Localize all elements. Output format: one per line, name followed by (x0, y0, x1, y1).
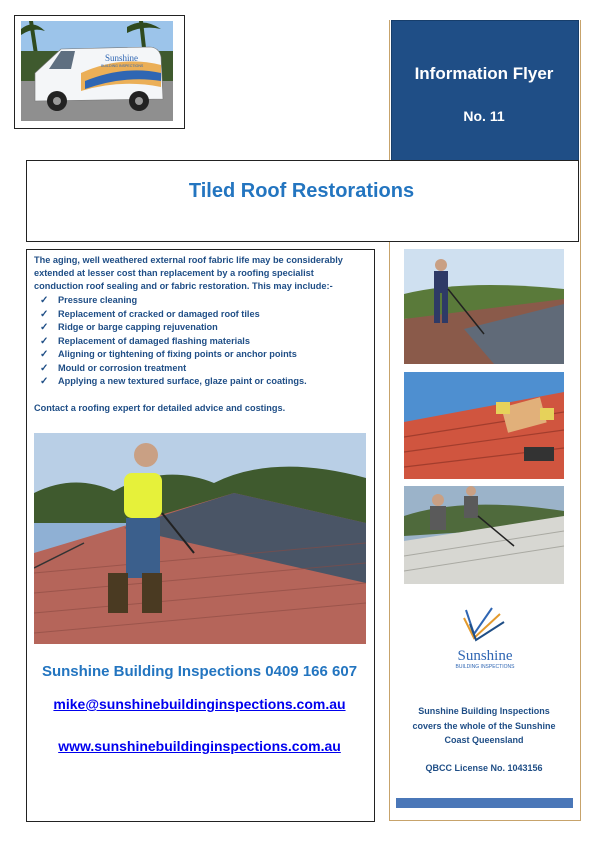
checkmark-icon: ✓ (40, 362, 49, 374)
van-photo (21, 21, 173, 121)
roof-coating-photo (404, 486, 564, 584)
page-title: Tiled Roof Restorations (188, 180, 415, 202)
pressure-cleaning-photo (404, 249, 564, 364)
service-list (40, 294, 365, 389)
coverage-line: covers the whole of the Sunshine (412, 720, 556, 731)
list-item: ✓ Mould or corrosion treatment (40, 362, 187, 374)
list-item: ✓ Aligning or tightening of fixing points or anchor points (40, 349, 297, 360)
roof-worker-photo (34, 433, 366, 644)
website-link[interactable]: www.sunshinebuildinginspections.com.au (58, 738, 341, 754)
company-phone-line: Sunshine Building Inspections 0409 166 607 (41, 663, 358, 680)
list-item: ✓ Ridge or barge capping rejuvenation (40, 322, 218, 333)
coverage-line: Coast Queensland (444, 735, 524, 745)
list-item: ✓ Replacement of cracked or damaged roof tiles (40, 308, 260, 320)
checkmark-icon: ✓ (40, 322, 49, 333)
checkmark-icon: ✓ (40, 335, 49, 347)
list-item: ✓ Replacement of damaged flashing materials (40, 335, 250, 347)
van-brand-text: Sunshine (105, 53, 139, 63)
brand-name: Sunshine (457, 648, 513, 664)
coverage-text (392, 704, 576, 748)
sunshine-logo (440, 602, 530, 672)
van-tagline-text: BUILDING INSPECTIONS (101, 64, 144, 68)
list-item: ✓ Pressure cleaning (40, 295, 138, 306)
footer-accent-bar (396, 798, 573, 808)
flyer-header-box (391, 20, 579, 162)
checkmark-icon: ✓ (40, 295, 49, 306)
license-number: QBCC License No. 1043156 (425, 763, 543, 773)
flyer-title: Information Flyer (414, 64, 554, 83)
brand-tagline: BUILDING INSPECTIONS (455, 664, 515, 670)
list-item: ✓ Applying a new textured surface, glaze paint or coatings. (40, 376, 307, 387)
checkmark-icon: ✓ (40, 376, 49, 387)
email-link[interactable]: mike@sunshinebuildinginspections.com.au (53, 696, 346, 712)
contact-note: Contact a roofing expert for detailed advice and costings. (34, 403, 286, 413)
tile-replacement-photo (404, 372, 564, 479)
intro-paragraph: The aging, well weathered external roof fabric life may be considerably extended at lesser cost than replacement by a roofing specialist conduction roof sealing and or fabric restoration. This may include:- (34, 255, 343, 291)
checkmark-icon: ✓ (40, 349, 49, 360)
coverage-line: Sunshine Building Inspections (418, 706, 550, 716)
checkmark-icon: ✓ (40, 308, 49, 320)
flyer-number: No. 11 (463, 108, 505, 124)
